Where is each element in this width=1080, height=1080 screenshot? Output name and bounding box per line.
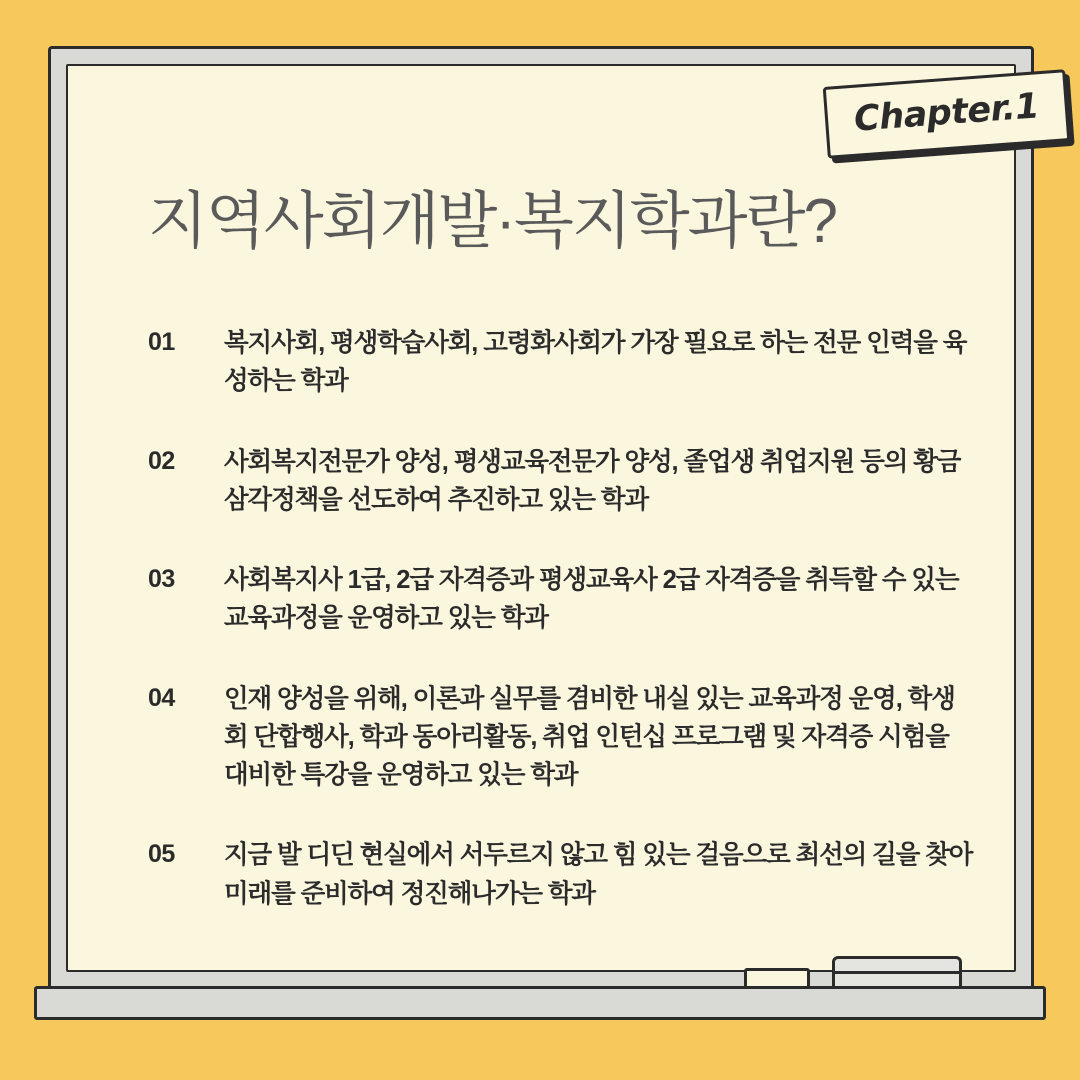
chapter-badge-label: Chapter.1 [852,86,1041,140]
list-item-number: 01 [148,328,175,356]
list-item-number: 03 [148,565,175,593]
marker-tray [34,986,1046,1020]
list-item-text: 사회복지전문가 양성, 평생교육전문가 양성, 졸업생 취업지원 등의 황금 삼각정책을 선도하여 추진하고 있는 학과 [224,447,961,514]
list-item [148,680,974,795]
list-item [148,324,974,401]
info-list [148,324,974,913]
list-item [148,561,974,638]
list-item [148,836,974,913]
list-item-text: 지금 발 디딘 현실에서 서두르지 않고 힘 있는 걸음으로 최선의 길을 찾아 미래를 준비하여 정진해나가는 학과 [224,841,973,908]
eraser-shape [832,956,962,990]
whiteboard [48,46,1034,996]
list-item-number: 05 [148,840,175,869]
list-item-number: 04 [148,683,175,712]
whiteboard-surface [66,64,1016,972]
list-item-number: 02 [148,446,175,475]
list-item-text: 복지사회, 평생학습사회, 고령화사회가 가장 필요로 하는 전문 인력을 육성하는 학과 [224,329,967,396]
list-item-text: 인재 양성을 위해, 이론과 실무를 겸비한 내실 있는 교육과정 운영, 학생회 단합행사, 학과 동아리활동, 취업 인턴십 프로그램 및 자격증 시험을 대비한 특강을 운영하고 있는 학과 [224,684,955,789]
page-title: 지역사회개발·복지학과란? [148,187,836,256]
list-item-text: 사회복지사 1급, 2급 자격증과 평생교육사 2급 자격증을 취득할 수 있는 교육과정을 운영하고 있는 학과 [224,566,959,633]
list-item [148,443,974,520]
